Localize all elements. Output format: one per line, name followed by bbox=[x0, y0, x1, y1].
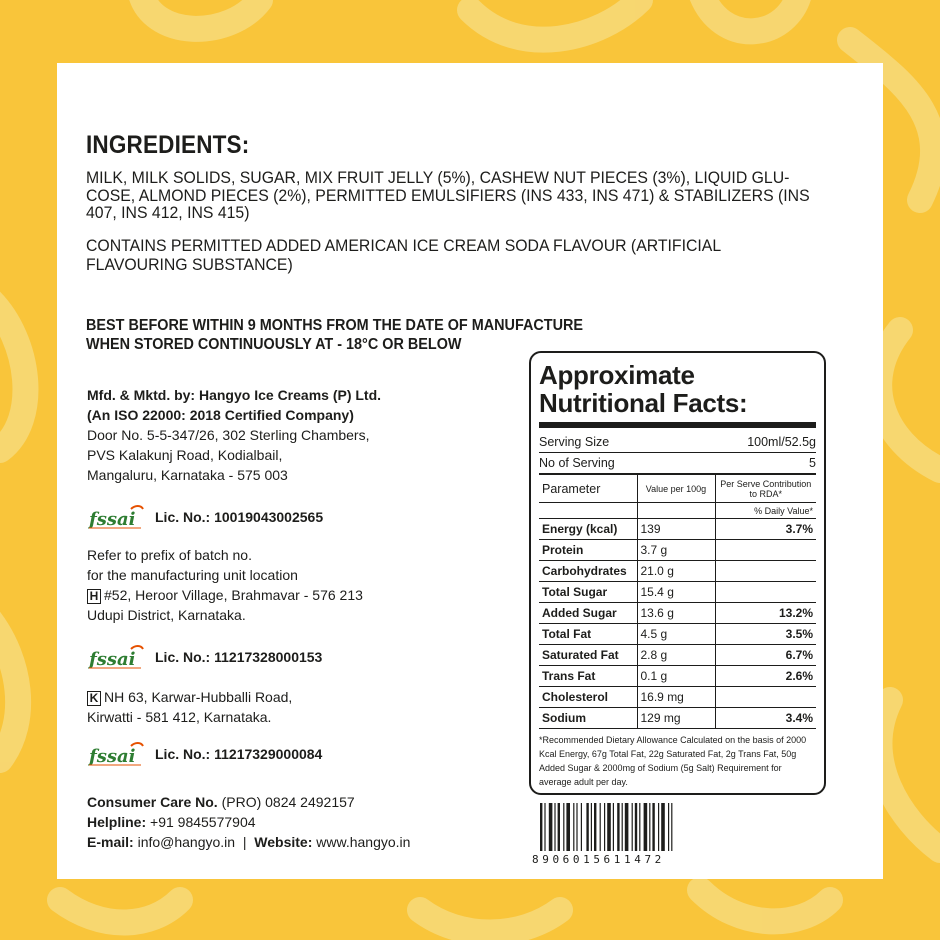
nutrient-name: Carbohydrates bbox=[539, 561, 637, 582]
barcode-bar bbox=[544, 803, 545, 851]
nutrient-row bbox=[539, 561, 816, 582]
license-number: Lic. No.: 11217329000084 bbox=[155, 746, 323, 762]
email-link[interactable]: info@hangyo.in bbox=[137, 834, 236, 850]
unit-k-block bbox=[87, 687, 487, 727]
nutrient-name: Total Sugar bbox=[539, 582, 637, 603]
table-header: Parameter Value per 100g Per Serve Contribution to RDA* bbox=[539, 475, 816, 503]
nutrient-value: 139 bbox=[637, 519, 715, 540]
nutrient-value: 16.9 mg bbox=[637, 687, 715, 708]
barcode-bar bbox=[563, 803, 564, 851]
nutrient-rda: 3.4% bbox=[715, 708, 816, 729]
refer-line: for the manufacturing unit location bbox=[87, 567, 298, 583]
nutrient-rda: 13.2% bbox=[715, 603, 816, 624]
nutrient-rda bbox=[715, 561, 816, 582]
address-line: PVS Kalakunj Road, Kodialbail, bbox=[87, 447, 283, 463]
fssai-logo-icon bbox=[87, 643, 147, 671]
barcode-bar bbox=[661, 803, 665, 851]
nutrient-row bbox=[539, 603, 816, 624]
nutrient-name: Cholesterol bbox=[539, 687, 637, 708]
fssai-logo-icon bbox=[87, 503, 147, 531]
unit-k-address: K NH 63, Karwar-Hubballi Road, bbox=[87, 687, 487, 707]
fssai-logo-icon bbox=[87, 740, 147, 768]
nutrient-row bbox=[539, 687, 816, 708]
unit-h-address: H #52, Heroor Village, Brahmavar - 576 213 bbox=[87, 585, 487, 605]
refer-line: Udupi District, Karnataka. bbox=[87, 607, 246, 623]
nutrient-name: Protein bbox=[539, 540, 637, 561]
barcode-bar bbox=[649, 803, 650, 851]
helpline: Helpline: +91 9845577904 bbox=[87, 814, 256, 830]
nutrient-name: Trans Fat bbox=[539, 666, 637, 687]
nutrient-value: 0.1 g bbox=[637, 666, 715, 687]
fssai-license-3 bbox=[87, 740, 322, 768]
barcode-bar bbox=[594, 803, 596, 851]
divider bbox=[539, 422, 816, 428]
storage-line: WHEN STORED CONTINUOUSLY AT - 18°C OR BELOW bbox=[86, 336, 462, 353]
barcode-bar bbox=[573, 803, 574, 851]
nutrient-name: Energy (kcal) bbox=[539, 519, 637, 540]
barcode-bar bbox=[576, 803, 577, 851]
barcode-bar bbox=[566, 803, 570, 851]
nutrient-rda: 3.7% bbox=[715, 519, 816, 540]
nutrient-name: Saturated Fat bbox=[539, 645, 637, 666]
flavour-statement: CONTAINS PERMITTED ADDED AMERICAN ICE CREAM SODA FLAVOUR (ARTIFICIAL FLAVOURING SUBSTANCE) bbox=[86, 236, 721, 274]
license-number: Lic. No.: 10019043002565 bbox=[155, 509, 324, 525]
servings-row: No of Serving 5 bbox=[539, 453, 816, 474]
website-link[interactable]: www.hangyo.in bbox=[316, 834, 411, 850]
nutrient-row bbox=[539, 708, 816, 729]
nutrient-value: 3.7 g bbox=[637, 540, 715, 561]
barcode-bar bbox=[632, 803, 633, 851]
barcode-bar bbox=[652, 803, 654, 851]
barcode-bar bbox=[586, 803, 588, 851]
svg-text:fssai: fssai bbox=[89, 746, 136, 767]
nutrient-value: 13.6 g bbox=[637, 603, 715, 624]
nutrient-row bbox=[539, 624, 816, 645]
barcode-bar bbox=[658, 803, 659, 851]
consumer-care: Consumer Care No. (PRO) 0824 2492157 bbox=[87, 794, 355, 810]
nutrient-value: 21.0 g bbox=[637, 561, 715, 582]
svg-text:fssai: fssai bbox=[89, 649, 136, 670]
nutrient-rda bbox=[715, 687, 816, 708]
fssai-license-1 bbox=[87, 503, 323, 531]
nutrient-row bbox=[539, 645, 816, 666]
nutrient-rda: 3.5% bbox=[715, 624, 816, 645]
nutrient-name: Added Sugar bbox=[539, 603, 637, 624]
barcode-bar bbox=[617, 803, 619, 851]
barcode-bar bbox=[613, 803, 614, 851]
nutrient-row bbox=[539, 519, 816, 540]
barcode-bar bbox=[540, 803, 542, 851]
contact-block bbox=[87, 792, 507, 852]
barcode-bar bbox=[558, 803, 560, 851]
barcode-bar bbox=[600, 803, 601, 851]
ingredients-list: MILK, MILK SOLIDS, SUGAR, MIX FRUIT JELLY (5%), CASHEW NUT PIECES (3%), LIQUID GLU-COSE, ALMOND PIECES (2%), PERMITTED EMULSIFIERS (INS 433, INS 471) & STABILIZERS (INS 407, INS 412, INS 415) bbox=[86, 168, 810, 222]
refer-block bbox=[87, 545, 487, 625]
nutrition-facts-panel bbox=[529, 351, 826, 795]
nutrient-row bbox=[539, 540, 816, 561]
email-website: E-mail: info@hangyo.in | Website: www.hangyo.in bbox=[87, 834, 411, 850]
nutrient-rda: 6.7% bbox=[715, 645, 816, 666]
daily-value-row: % Daily Value* bbox=[539, 503, 816, 519]
svg-text:fssai: fssai bbox=[89, 509, 136, 530]
nutrition-table bbox=[539, 474, 816, 729]
manufacturer-block bbox=[87, 385, 507, 485]
nutrient-name: Sodium bbox=[539, 708, 637, 729]
barcode-bar bbox=[668, 803, 669, 851]
nutrient-row bbox=[539, 582, 816, 603]
rda-footnote: *Recommended Dietary Allowance Calculated on the basis of 2000 Kcal Energy, 67g Total Fat, 22g Saturated Fat, 2g Trans Fat, 50g Added Sugar & 2000mg of Sodium (5g Salt) Requirement for average adult per day. bbox=[539, 735, 807, 787]
nutrient-value: 4.5 g bbox=[637, 624, 715, 645]
refer-line: Refer to prefix of batch no. bbox=[87, 547, 252, 563]
barcode-bar bbox=[639, 803, 640, 851]
best-before-notice bbox=[86, 316, 663, 354]
address-line: Kirwatti - 581 412, Karnataka. bbox=[87, 709, 272, 725]
barcode-bar bbox=[581, 803, 582, 851]
barcode-bar bbox=[622, 803, 623, 851]
barcode-bar bbox=[635, 803, 637, 851]
nutrition-title: Approximate Nutritional Facts: bbox=[539, 360, 748, 418]
barcode-bar bbox=[625, 803, 629, 851]
address-line: Door No. 5-5-347/26, 302 Sterling Chambers, bbox=[87, 427, 370, 443]
barcode-bar bbox=[604, 803, 605, 851]
iso-certification: (An ISO 22000: 2018 Certified Company) bbox=[87, 407, 354, 423]
barcode-number: 8906015611472 bbox=[532, 853, 665, 866]
barcode-bars bbox=[532, 803, 722, 855]
barcode-bar bbox=[591, 803, 592, 851]
nutrient-rda bbox=[715, 540, 816, 561]
label-panel bbox=[57, 63, 883, 879]
fssai-license-2 bbox=[87, 643, 322, 671]
nutrient-value: 15.4 g bbox=[637, 582, 715, 603]
barcode-bar bbox=[671, 803, 672, 851]
serving-size-row: Serving Size 100ml/52.5g bbox=[539, 432, 816, 453]
barcode-bar bbox=[607, 803, 611, 851]
nutrient-name: Total Fat bbox=[539, 624, 637, 645]
barcode-bar bbox=[549, 803, 553, 851]
manufacturer-name: Mfd. & Mktd. by: Hangyo Ice Creams (P) Ltd. bbox=[87, 387, 382, 403]
unit-code-box: H bbox=[87, 589, 101, 604]
license-number: Lic. No.: 11217328000153 bbox=[155, 649, 323, 665]
address-line: Mangaluru, Karnataka - 575 003 bbox=[87, 467, 288, 483]
nutrient-value: 129 mg bbox=[637, 708, 715, 729]
nutrient-row bbox=[539, 666, 816, 687]
best-before-line: BEST BEFORE WITHIN 9 MONTHS FROM THE DATE OF MANUFACTURE bbox=[86, 317, 584, 334]
barcode-bar bbox=[554, 803, 555, 851]
barcode-bar bbox=[644, 803, 648, 851]
ingredients-title: INGREDIENTS: bbox=[86, 131, 250, 159]
nutrient-rda: 2.6% bbox=[715, 666, 816, 687]
nutrient-value: 2.8 g bbox=[637, 645, 715, 666]
barcode bbox=[532, 803, 722, 869]
unit-code-box: K bbox=[87, 691, 101, 706]
nutrient-rda bbox=[715, 582, 816, 603]
